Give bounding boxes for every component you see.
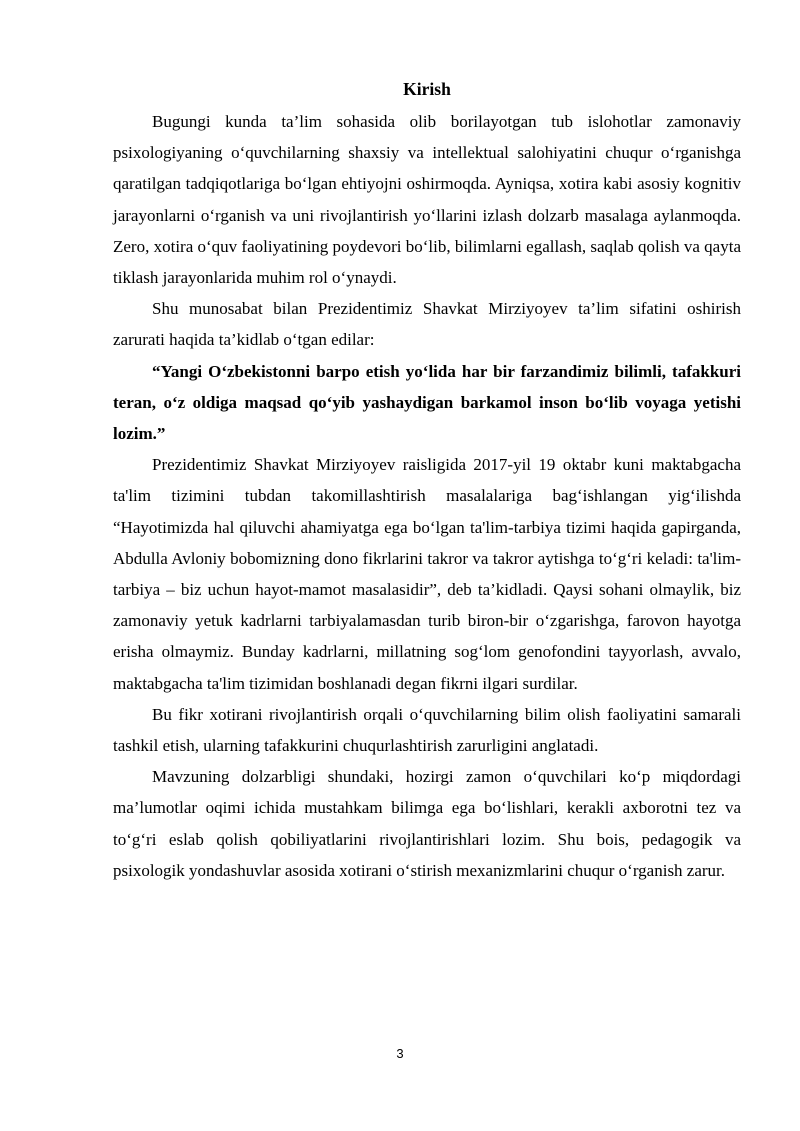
paragraph-relevance: Mavzuning dolzarbligi shundaki, hozirgi zamon o‘quvchilari ko‘p miqdordagi ma’lumotlar oqimi ichida mustahkam bilimga ega bo‘lishlari, kerakli axborotni tez va to‘g‘ri eslab qolish qobiliyatlarini rivojlantirishlari lozim. Shu bois, pedagogik va psixologik yondashuvlar asosida xotirani o‘stirish mexanizmlarini chuqur o‘rganish zarur. xyxy=(113,767,741,880)
section-heading: Kirish xyxy=(403,79,451,99)
paragraph-president-mention: Shu munosabat bilan Prezidentimiz Shavkat Mirziyoyev ta’lim sifatini oshirish zarurati haqida ta’kidlab o‘tgan edilar: xyxy=(113,299,741,350)
page-content xyxy=(113,74,741,886)
page-number: 3 xyxy=(396,1046,404,1061)
paragraph-preschool-meeting: Prezidentimiz Shavkat Mirziyoyev raisligida 2017-yil 19 oktabr kuni maktabgacha ta'lim tizimini tubdan takomillashtirish masalalariga bag‘ishlangan yig‘ilishda “Hayotimizda hal qiluvchi ahamiyatga ega bo‘lgan ta'lim-tarbiya tizimi haqida gapirganda, Abdulla Avloniy bobomizning dono fikrlarini takror va takror aytishga to‘g‘ri keladi: ta'lim-tarbiya – biz uchun hayot-mamot masalasidir”, deb ta’kidladi. Qaysi sohani olmaylik, biz zamonaviy yetuk kadrlarni tarbiyalamasdan turib biron-bir o‘zgarishga, farovon hayotga erisha olmaymiz. Bunday kadrlarni, millatning sog‘lom genofondini tayyorlash, avvalo, maktabgacha ta'lim tizimidan boshlanadi degan fikrni ilgari surdilar. xyxy=(113,455,741,693)
paragraph-memory-development: Bu fikr xotirani rivojlantirish orqali o‘quvchilarning bilim olish faoliyatini samarali tashkil etish, ularning tafakkurini chuqurlashtirish zarurligini anglatadi. xyxy=(113,704,741,756)
paragraph-intro: Bugungi kunda ta’lim sohasida olib borilayotgan tub islohotlar zamonaviy psixologiyaning o‘quvchilarning shaxsiy va intellektual salohiyatini chuqur o‘rganishga qaratilgan tadqiqotlariga bo‘lgan ehtiyojni oshirmoqda. Ayniqsa, xotira kabi asosiy kognitiv jarayonlarni o‘rganish va uni rivojlantirish yo‘llarini izlash dolzarb masalaga aylanmoqda. Zero, xotira o‘quv faoliyatining poydevori bo‘lib, bilimlarni egallash, saqlab qolish va qayta tiklash jarayonlarida muhim rol o‘ynaydi. xyxy=(113,112,741,288)
paragraph-quote: “Yangi O‘zbekistonni barpo etish yo‘lida har bir farzandimiz bilimli, tafakkuri teran, o‘z oldiga maqsad qo‘yib yashaydigan barkamol inson bo‘lib voyaga yetishi lozim.” xyxy=(113,361,741,444)
